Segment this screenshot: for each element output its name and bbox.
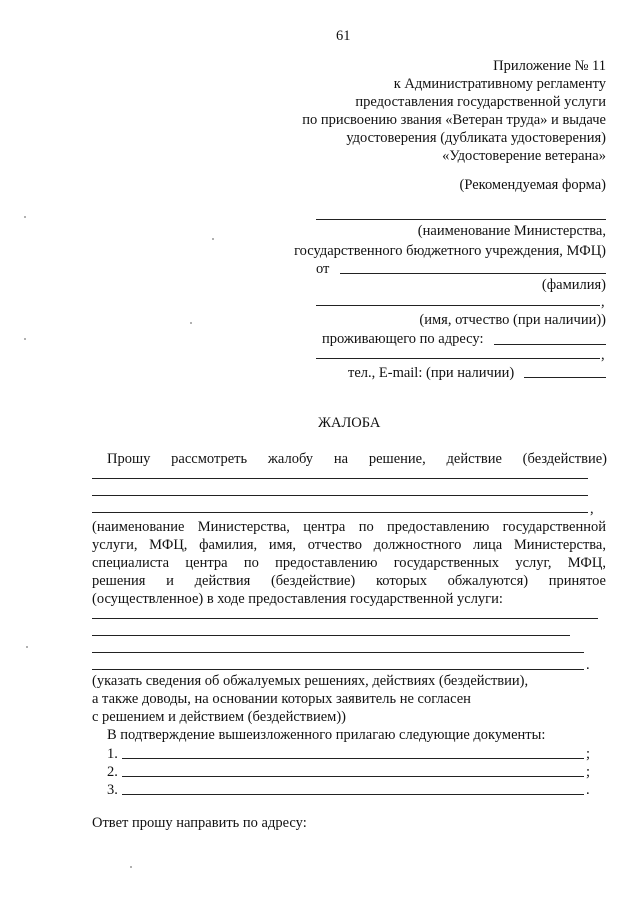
from-label: от: [316, 261, 330, 277]
hint-line: (осуществленное) в ходе предоставления государственной услуги:: [92, 591, 503, 607]
appendix-header: [302, 57, 606, 165]
scan-speck: [130, 866, 132, 868]
attachment-number: 1.: [107, 746, 118, 762]
header-line: удостоверения (дубликата удостоверения): [346, 130, 606, 146]
attachment-field-3[interactable]: [122, 794, 584, 795]
attachment-field-1[interactable]: [122, 758, 584, 759]
residing-label: проживающего по адресу:: [322, 331, 484, 347]
phone-field[interactable]: [524, 377, 606, 378]
ministry-hint: государственного бюджетного учреждения, МФЦ): [294, 243, 606, 259]
name-hint: (имя, отчество (при наличии)): [419, 312, 606, 328]
details-hint-line: (указать сведения об обжалуемых решениях, действиях (бездействии),: [92, 673, 529, 689]
scan-speck: [26, 646, 28, 648]
page-number: 61: [336, 28, 351, 44]
details-field-3[interactable]: [92, 652, 584, 653]
details-field-1[interactable]: [92, 618, 598, 619]
surname-field[interactable]: [340, 273, 606, 274]
request-line: Прошу рассмотреть жалобу на решение, действие (бездействие): [107, 451, 607, 467]
attachment-end: ;: [586, 746, 591, 762]
details-period: .: [586, 657, 590, 673]
details-hint-line: с решением и действием (бездействием)): [92, 709, 346, 725]
header-line: Приложение № 11: [493, 58, 606, 74]
complaint-field-3[interactable]: [92, 512, 588, 513]
details-field-2[interactable]: [92, 635, 570, 636]
attachment-number: 3.: [107, 782, 118, 798]
header-line: к Административному регламенту: [393, 76, 606, 92]
attachment-number: 2.: [107, 764, 118, 780]
hint-line: специалиста центра по предоставлению государственных услуг, МФЦ,: [92, 555, 606, 571]
ministry-name-field[interactable]: [316, 219, 606, 220]
attachment-end: .: [586, 782, 590, 798]
scan-speck: [24, 338, 26, 340]
details-field-4[interactable]: [92, 669, 584, 670]
scan-speck: [24, 216, 26, 218]
complaint-comma: ,: [590, 501, 594, 517]
scan-speck: [212, 238, 214, 240]
scan-speck: [190, 322, 192, 324]
attachments-intro: В подтверждение вышеизложенного прилагаю следующие документы:: [107, 727, 546, 743]
form-note: (Рекомендуемая форма): [459, 177, 606, 193]
address-field-2[interactable]: [316, 358, 600, 359]
name-field[interactable]: [316, 305, 600, 306]
details-hint-line: а также доводы, на основании которых заявитель не согласен: [92, 691, 471, 707]
hint-line: услуги, МФЦ, фамилия, имя, отчество должностного лица Министерства,: [92, 537, 606, 553]
address-comma: ,: [601, 347, 605, 363]
header-line: по присвоению звания «Ветеран труда» и выдаче: [302, 112, 606, 128]
surname-hint: (фамилия): [541, 277, 606, 293]
hint-line: решения и действия (бездействие) которых обжалуются) принятое: [92, 573, 606, 589]
complaint-field-2[interactable]: [92, 495, 588, 496]
ministry-hint: (наименование Министерства,: [417, 223, 606, 239]
attachment-field-2[interactable]: [122, 776, 584, 777]
answer-address-label: Ответ прошу направить по адресу:: [92, 815, 307, 831]
document-title: ЖАЛОБА: [318, 415, 381, 431]
hint-line: (наименование Министерства, центра по предоставлению государственной: [92, 519, 606, 535]
header-line: «Удостоверение ветерана»: [442, 148, 606, 164]
header-line: предоставления государственной услуги: [355, 94, 606, 110]
name-comma: ,: [601, 294, 605, 310]
phone-label: тел., E-mail: (при наличии): [348, 365, 515, 381]
address-field[interactable]: [494, 344, 606, 345]
complaint-field-1[interactable]: [92, 478, 588, 479]
attachment-end: ;: [586, 764, 591, 780]
